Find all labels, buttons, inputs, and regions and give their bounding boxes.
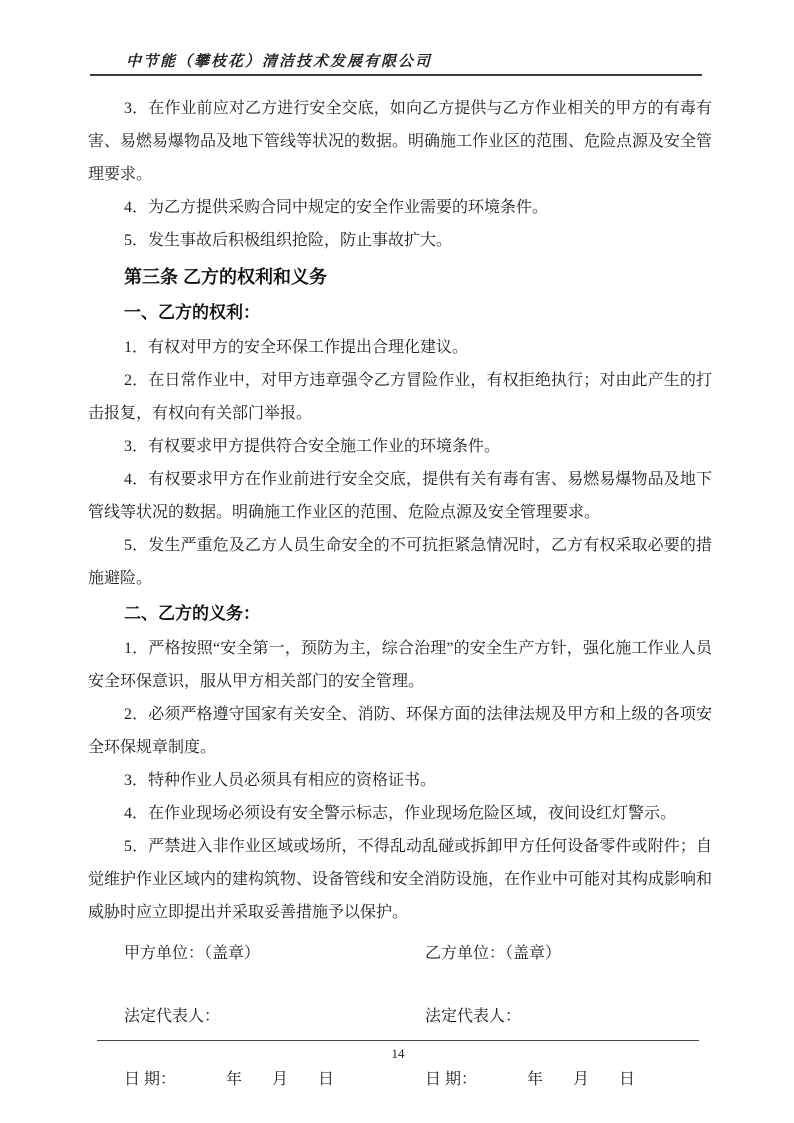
party-a-date-line xyxy=(88,1071,388,1088)
signature-section xyxy=(88,945,712,1088)
clause-item: 5．发生严重危及乙方人员生命安全的不可抗拒紧急情况时，乙方有权采取必要的措施避险。 xyxy=(88,537,712,587)
party-a-month-label: 月 xyxy=(272,1071,289,1088)
clause-item: 3．在作业前应对乙方进行安全交底，如向乙方提供与乙方作业相关的甲方的有毒有害、易燃易爆物品及地下管线等状况的数据。明确施工作业区的范围、危险点源及安全管理要求。 xyxy=(88,100,713,183)
page-footer xyxy=(97,1040,699,1063)
signature-unit-row xyxy=(88,945,712,962)
party-b-day-label: 日 xyxy=(619,1071,636,1088)
party-b-unit-label: 乙方单位：（盖章） xyxy=(425,945,562,962)
party-a-unit-label: 甲方单位：（盖章） xyxy=(124,945,261,962)
clause-item: 5．严禁进入非作业区域或场所，不得乱动乱碰或拆卸甲方任何设备零件或附件；自觉维护作业区域内的建构筑物、设备管线和安全消防设施，在作业中可能对其构成影响和威胁时应立即提出并采取妥善措施予以保护。 xyxy=(88,838,713,921)
party-b-year-label: 年 xyxy=(527,1071,544,1088)
document-body xyxy=(88,92,712,1088)
clause-item: 1．严格按照“安全第一，预防为主，综合治理”的安全生产方针，强化施工作业人员安全环保意识，服从甲方相关部门的安全管理。 xyxy=(88,640,712,690)
signature-representative-row xyxy=(88,1008,712,1025)
party-a-day-label: 日 xyxy=(318,1071,335,1088)
article-heading: 第三条 乙方的权利和义务 xyxy=(124,267,327,287)
clause-item: 4．为乙方提供采购合同中规定的安全作业需要的环境条件。 xyxy=(124,199,549,216)
page-header xyxy=(90,50,702,76)
company-name: 中节能（攀枝花）清洁技术发展有限公司 xyxy=(126,54,433,70)
party-b-date-label: 日 期： xyxy=(425,1071,478,1088)
clause-item: 2．在日常作业中，对甲方违章强令乙方冒险作业，有权拒绝执行；对由此产生的打击报复，有权向有关部门举报。 xyxy=(88,372,712,422)
party-b-month-label: 月 xyxy=(573,1071,590,1088)
clause-item: 2．必须严格遵守国家有关安全、消防、环保方面的法律法规及甲方和上级的各项安全环保规章制度。 xyxy=(88,706,712,756)
clause-item: 1．有权对甲方的安全环保工作提出合理化建议。 xyxy=(124,339,469,356)
party-a-date-label: 日 期： xyxy=(124,1071,177,1088)
duties-heading: 二、乙方的义务： xyxy=(124,604,260,623)
clause-item: 4．在作业现场必须设有安全警示标志，作业现场危险区域，夜间设红灯警示。 xyxy=(124,805,677,822)
clause-item: 4．有权要求甲方在作业前进行安全交底，提供有关有毒有害、易燃易爆物品及地下管线等状况的数据。明确施工作业区的范围、危险点源及安全管理要求。 xyxy=(88,471,712,521)
party-a-representative-label: 法定代表人： xyxy=(124,1008,221,1025)
party-a-year-label: 年 xyxy=(226,1071,243,1088)
page-number: 14 xyxy=(391,1046,405,1061)
rights-heading: 一、乙方的权利： xyxy=(124,303,260,322)
party-b-date-line xyxy=(388,1071,712,1088)
clause-item: 3．特种作业人员必须具有相应的资格证书。 xyxy=(124,772,437,789)
signature-date-row xyxy=(88,1071,712,1088)
clause-item: 3．有权要求甲方提供符合安全施工作业的环境条件。 xyxy=(124,438,501,455)
clause-item: 5．发生事故后积极组织抢险，防止事故扩大。 xyxy=(124,232,453,249)
party-b-representative-label: 法定代表人： xyxy=(425,1008,522,1025)
